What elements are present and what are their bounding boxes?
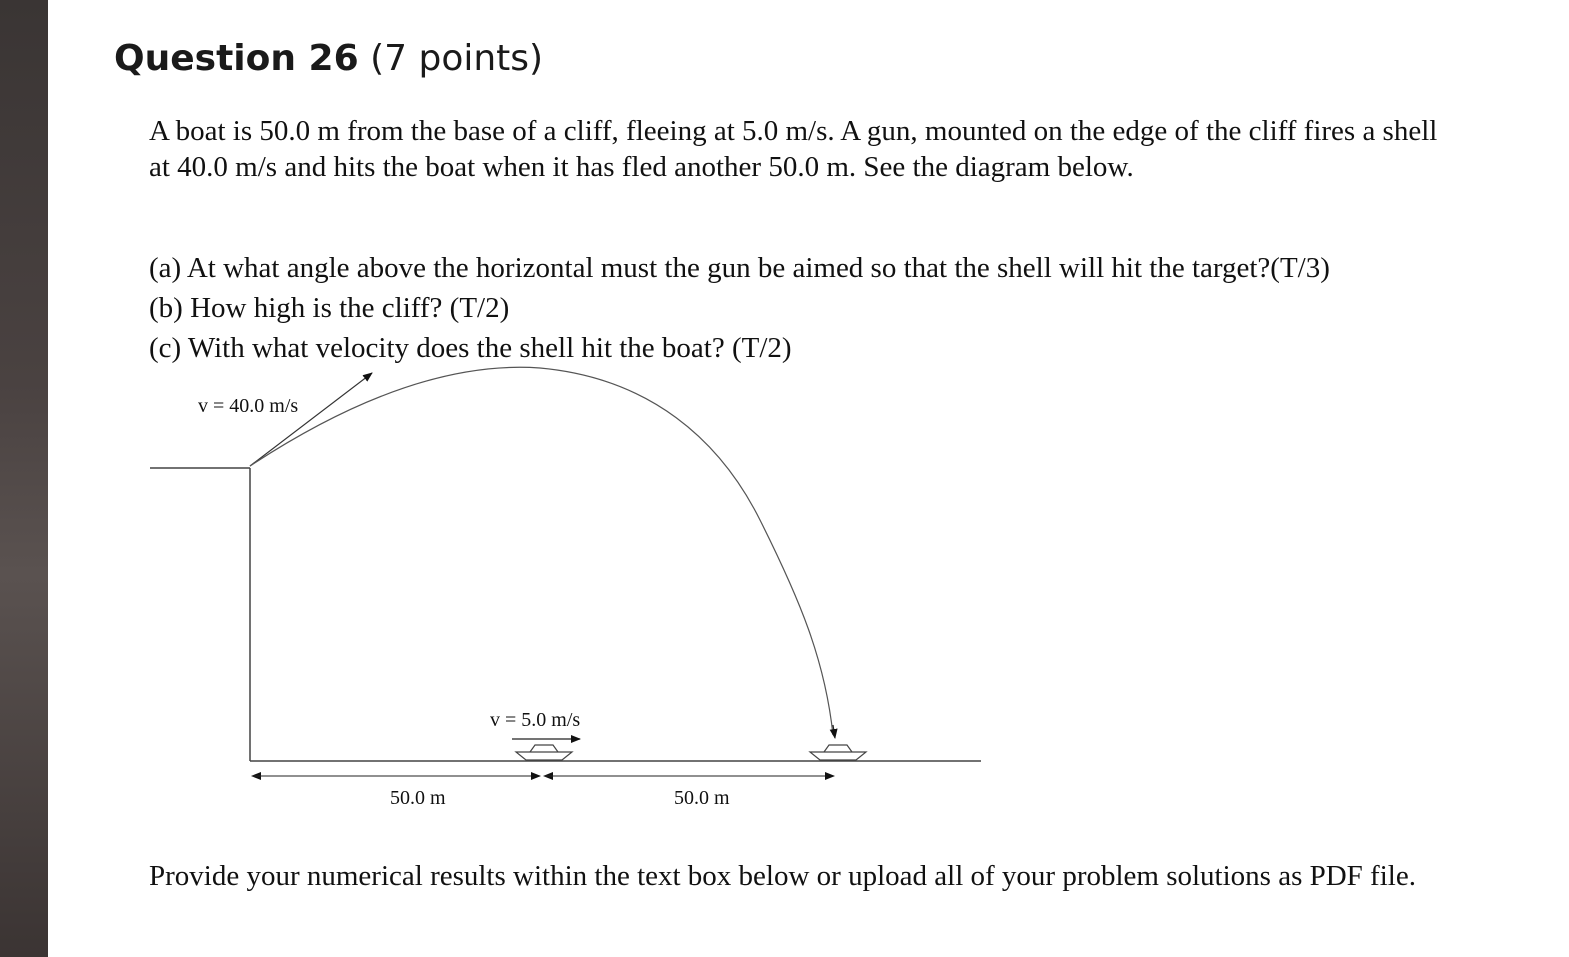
problem-intro: A boat is 50.0 m from the base of a cliff, fleeing at 5.0 m/s. A gun, mounted on the edge of the cliff fires a shell at 40.0 m/s and hits the boat when it has fled another 50.0 m. See the diagram below. <box>149 115 1438 183</box>
question-label: Question 26 <box>114 38 359 79</box>
distance-1-label: 50.0 m <box>390 787 446 809</box>
part-b: (b) How high is the cliff? (T/2) <box>149 292 510 324</box>
boat-icon <box>810 745 866 760</box>
submission-instructions: Provide your numerical results within the text box below or upload all of your problem solutions as PDF file. <box>149 860 1416 892</box>
shell-impact-arrow <box>833 725 835 738</box>
gun-velocity-label: v = 40.0 m/s <box>198 395 299 417</box>
boat-velocity-label: v = 5.0 m/s <box>490 709 581 731</box>
question-points: (7 points) <box>370 38 544 79</box>
boat-icon <box>516 745 572 760</box>
part-a: (a) At what angle above the horizontal must the gun be aimed so that the shell will hit the target?(T/3) <box>149 252 1330 284</box>
part-c: (c) With what velocity does the shell hit the boat? (T/2) <box>149 332 792 364</box>
shell-trajectory <box>250 367 833 735</box>
distance-2-label: 50.0 m <box>674 787 730 809</box>
gun-velocity-arrow <box>250 373 372 466</box>
